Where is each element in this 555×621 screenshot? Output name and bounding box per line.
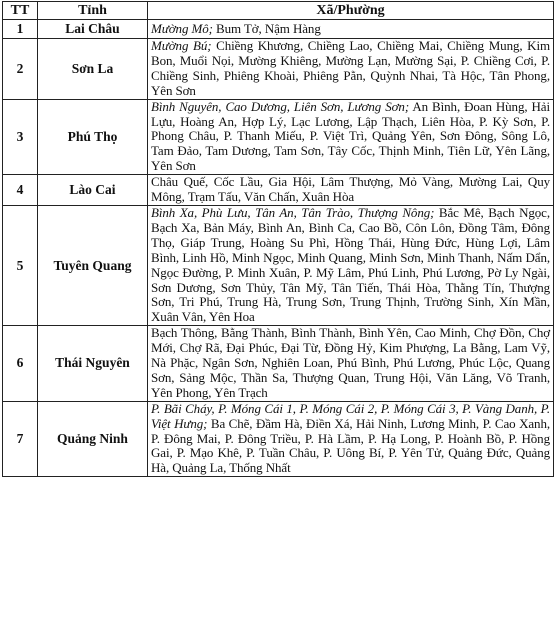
province-name: Phú Thọ xyxy=(38,99,148,175)
table-row xyxy=(3,175,554,206)
regular-communes: An Bình, Đoan Hùng, Hải Lựu, Hoàng An, Hợp Lý, Lạc Lương, Lập Thạch, Liên Hòa, P. Kỳ Sơn, P. Phong Châu, P. Thanh Miếu, P. Việt Trì, Quảng Yên, Sơn Đông, Sông Lô, Tam Đảo, Tam Dương, Tam Sơn, Tây Cốc, Thịnh Minh, Tiên Lữ, Yên Lãng, Yên Sơn xyxy=(151,98,550,174)
regular-communes: Châu Quế, Cốc Lầu, Gia Hội, Lâm Thượng, Mỏ Vàng, Mường Lai, Quy Mông, Trạm Tấu, Văn Chấn, Xuân Hòa xyxy=(151,174,550,205)
commune-list-table xyxy=(2,1,554,477)
province-name: Quảng Ninh xyxy=(38,401,148,477)
commune-list xyxy=(148,99,554,175)
regular-communes: Bum Tở, Nậm Hàng xyxy=(212,20,321,36)
table-row xyxy=(3,39,554,100)
row-number: 1 xyxy=(3,20,38,39)
province-name: Sơn La xyxy=(38,39,148,100)
italic-communes: Bình Nguyên, Cao Dương, Liên Sơn, Lương Sơn; xyxy=(151,98,410,114)
row-number: 4 xyxy=(3,175,38,206)
province-name: Thái Nguyên xyxy=(38,326,148,402)
commune-list xyxy=(148,175,554,206)
table-row xyxy=(3,326,554,402)
table-row xyxy=(3,205,554,325)
row-number: 3 xyxy=(3,99,38,175)
province-name: Lai Châu xyxy=(38,20,148,39)
table-row xyxy=(3,401,554,477)
italic-communes: Bình Xa, Phù Lưu, Tân An, Tân Trào, Thượng Nông; xyxy=(151,204,435,220)
commune-list xyxy=(148,326,554,402)
header-tt: TT xyxy=(3,2,38,20)
table-header-row xyxy=(3,2,554,20)
commune-list xyxy=(148,39,554,100)
row-number: 6 xyxy=(3,326,38,402)
table-row xyxy=(3,99,554,175)
commune-list xyxy=(148,205,554,325)
italic-communes: P. Bãi Cháy, P. Móng Cái 1, P. Móng Cái 2, P. Móng Cái 3, P. Vàng Danh, P. Việt Hưng; xyxy=(151,400,550,431)
province-name: Lào Cai xyxy=(38,175,148,206)
row-number: 2 xyxy=(3,39,38,100)
table-row xyxy=(3,20,554,39)
row-number: 5 xyxy=(3,205,38,325)
regular-communes: Chiềng Khương, Chiềng Lao, Chiềng Mai, Chiềng Mung, Kim Bon, Muổi Nọi, Mường Khiêng, Mường Lạn, Mường Sại, P. Chiềng Cơi, P. Chiềng Sinh, Phiêng Khoài, Phiêng Pằn, Quỳnh Nhai, Tà Hộc, Tân Phong, Yên Sơn xyxy=(151,38,550,98)
commune-list xyxy=(148,401,554,477)
regular-communes: Bắc Mê, Bạch Ngọc, Bạch Xa, Bản Máy, Bình An, Bình Ca, Cao Bồ, Côn Lôn, Đồng Tâm, Đông Thọ, Giáp Trung, Hoàng Su Phì, Hồng Thái, Hùng Đức, Hùng Lợi, Lâm Bình, Linh Hồ, Minh Ngọc, Minh Quang, Minh Sơn, Minh Thanh, Nấm Dẩn, Ngọc Đường, P. Minh Xuân, P. Mỹ Lâm, Phú Linh, Phú Lương, Pờ Ly Ngài, Sơn Dương, Sơn Thủy, Tân Mỹ, Tân Tiến, Thái Hòa, Thằng Tín, Thượng Sơn, Tri Phú, Trung Hà, Trung Sơn, Trung Thịnh, Trường Sinh, Xín Mần, Xuân Vân, Yên Hoa xyxy=(151,204,550,325)
row-number: 7 xyxy=(3,401,38,477)
italic-communes: Mường Mô; xyxy=(151,20,213,36)
header-commune-ward: Xã/Phường xyxy=(148,2,554,20)
province-name: Tuyên Quang xyxy=(38,205,148,325)
header-province: Tỉnh xyxy=(38,2,148,20)
commune-list xyxy=(148,20,554,39)
italic-communes: Mường Bú; xyxy=(151,38,212,53)
regular-communes: Ba Chẽ, Đầm Hà, Điền Xá, Hải Ninh, Lương Minh, P. Cao Xanh, P. Đông Mai, P. Đông Triều, P. Hà Lầm, P. Hạ Long, P. Hoành Bồ, P. Hồng Gai, P. Mạo Khê, P. Tuần Châu, P. Uông Bí, P. Yên Tử, Quảng Đức, Quảng Hà, Quảng La, Thống Nhất xyxy=(151,415,550,476)
regular-communes: Bạch Thông, Bằng Thành, Bình Thành, Bình Yên, Cao Minh, Chợ Đồn, Chợ Mới, Chợ Rã, Đại Phúc, Đại Từ, Đồng Hỷ, Kim Phượng, La Bằng, Lam Vỹ, Nà Phặc, Ngân Sơn, Nghiên Loan, Phú Bình, Phú Lương, Phúc Lộc, Quang Sơn, Sảng Mộc, Thần Sa, Thượng Quan, Trung Hội, Văn Lăng, Võ Tranh, Yên Phong, Yên Trạch xyxy=(151,325,550,400)
